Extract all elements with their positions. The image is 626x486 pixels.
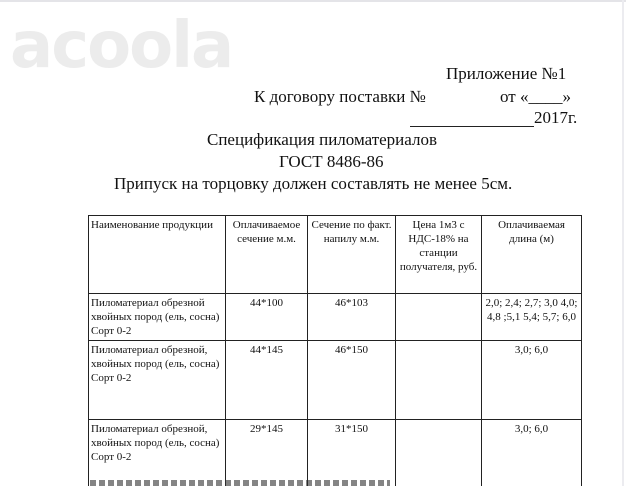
- cell-price: [396, 420, 482, 486]
- column-header-product: Наименование продукции: [89, 216, 226, 294]
- cut-off-text-line: [90, 478, 390, 486]
- column-header-actual-section: Сечение по факт. напилу м.м.: [308, 216, 396, 294]
- specification-table: [88, 215, 582, 486]
- cell-product-name: Пиломатериал обрезной, хвойных пород (ель, сосна) Сорт 0-2: [89, 341, 226, 420]
- cell-paid-section: 44*100: [226, 294, 308, 341]
- cell-paid-section: 29*145: [226, 420, 308, 486]
- table-header-row: [89, 216, 582, 294]
- top-divider: [0, 0, 626, 2]
- watermark-logo: acoola: [10, 9, 233, 83]
- table-row: [89, 341, 582, 420]
- trim-allowance-note: Припуск на торцовку должен составлять не менее 5см.: [114, 174, 513, 193]
- cell-actual-section: 31*150: [308, 420, 396, 486]
- column-header-paid-length: Оплачиваемая длина (м): [482, 216, 582, 294]
- table-row: [89, 420, 582, 486]
- date-blank-line: [410, 126, 534, 127]
- contract-date-label: от «____»: [500, 87, 571, 106]
- cell-paid-length: 3,0; 6,0: [482, 420, 582, 486]
- cell-price: [396, 341, 482, 420]
- cell-product-name: Пиломатериал обрезной хвойных пород (ель, сосна) Сорт 0-2: [89, 294, 226, 341]
- contract-year: 2017г.: [534, 108, 578, 127]
- cell-paid-length: 3,0; 6,0: [482, 341, 582, 420]
- cell-paid-section: 44*145: [226, 341, 308, 420]
- cell-paid-length: 2,0; 2,4; 2,7; 3,0 4,0; 4,8 ;5,1 5,4; 5,7; 6,0: [482, 294, 582, 341]
- cell-product-name: Пиломатериал обрезной, хвойных пород (ель, сосна) Сорт 0-2: [89, 420, 226, 486]
- gost-standard: ГОСТ 8486-86: [279, 152, 384, 171]
- cell-actual-section: 46*103: [308, 294, 396, 341]
- appendix-label: Приложение №1: [446, 64, 567, 83]
- contract-label: К договору поставки №: [254, 87, 426, 106]
- right-divider: [622, 0, 624, 486]
- document-title: Спецификация пиломатериалов: [207, 130, 437, 149]
- column-header-price: Цена 1м3 с НДС-18% на станции получателя, руб.: [396, 216, 482, 294]
- cell-price: [396, 294, 482, 341]
- column-header-paid-section: Оплачиваемое сечение м.м.: [226, 216, 308, 294]
- cell-actual-section: 46*150: [308, 341, 396, 420]
- table-row: [89, 294, 582, 341]
